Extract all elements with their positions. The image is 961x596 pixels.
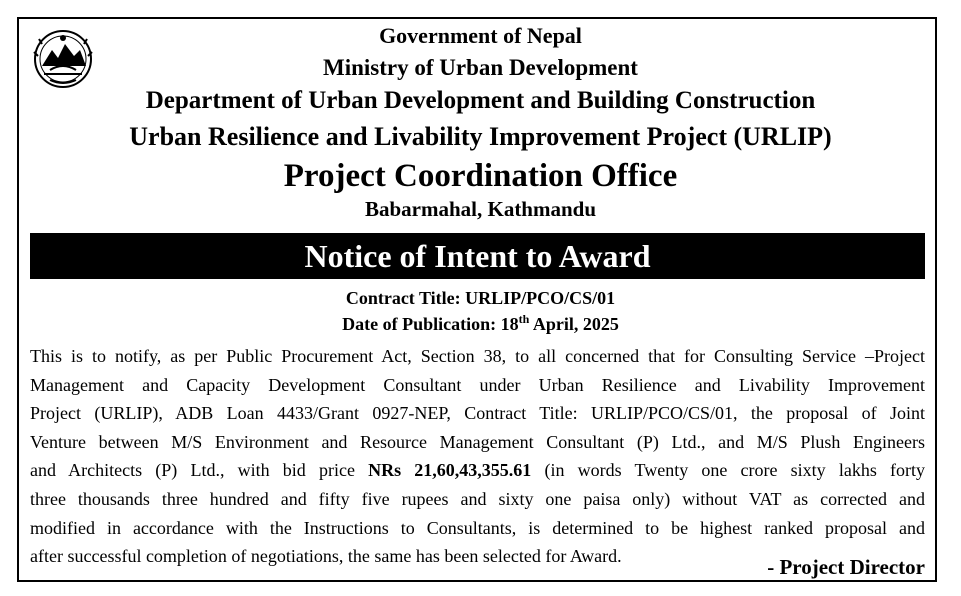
contract-title: Contract Title: URLIP/PCO/CS/01 bbox=[345, 288, 616, 308]
body-line-bid bbox=[30, 456, 925, 485]
body-line: Management and Capacity Development Consultant under Urban Resilience and Livability Improvement bbox=[30, 374, 925, 395]
signature: - Project Director bbox=[767, 555, 925, 579]
header-ministry: Ministry of Urban Development bbox=[323, 55, 638, 80]
publication-date bbox=[0, 314, 961, 335]
body-line: This is to notify, as per Public Procurement Act, Section 38, to all concerned that for Consulting Service –Project bbox=[30, 346, 925, 366]
notice-body bbox=[30, 342, 925, 571]
header-project: Urban Resilience and Livability Improvement Project (URLIP) bbox=[129, 122, 832, 151]
header-office: Project Coordination Office bbox=[283, 158, 678, 194]
publication-date-sup: th bbox=[518, 312, 530, 326]
notice-title-banner: Notice of Intent to Award bbox=[30, 233, 925, 279]
publication-date-prefix: Date of Publication: 18 bbox=[342, 314, 519, 334]
header-department: Department of Urban Development and Building Construction bbox=[145, 87, 816, 114]
body-line: after successful completion of negotiations, the same has been selected for Award. bbox=[30, 546, 622, 567]
header-government: Government of Nepal bbox=[379, 23, 582, 48]
body-line: modified in accordance with the Instructions to Consultants, is determined to be highest ranked proposal and bbox=[30, 517, 925, 538]
bid-line-prefix: and Architects (P) Ltd., with bid price bbox=[30, 460, 369, 481]
body-line: three thousands three hundred and fifty five rupees and sixty one paisa only) without VAT as corrected and bbox=[30, 488, 925, 509]
publication-date-suffix: April, 2025 bbox=[529, 314, 619, 334]
body-line: Project (URLIP), ADB Loan 4433/Grant 0927-NEP, Contract Title: URLIP/PCO/CS/01, the proposal of Joint bbox=[30, 403, 925, 424]
bid-line-suffix: (in words Twenty one crore sixty lakhs forty bbox=[531, 460, 925, 481]
body-line: Venture between M/S Environment and Resource Management Consultant (P) Ltd., and M/S Plush Engineers bbox=[30, 431, 925, 452]
header-address: Babarmahal, Kathmandu bbox=[364, 197, 597, 221]
bid-price: NRs 21,60,43,355.61 bbox=[368, 460, 532, 481]
